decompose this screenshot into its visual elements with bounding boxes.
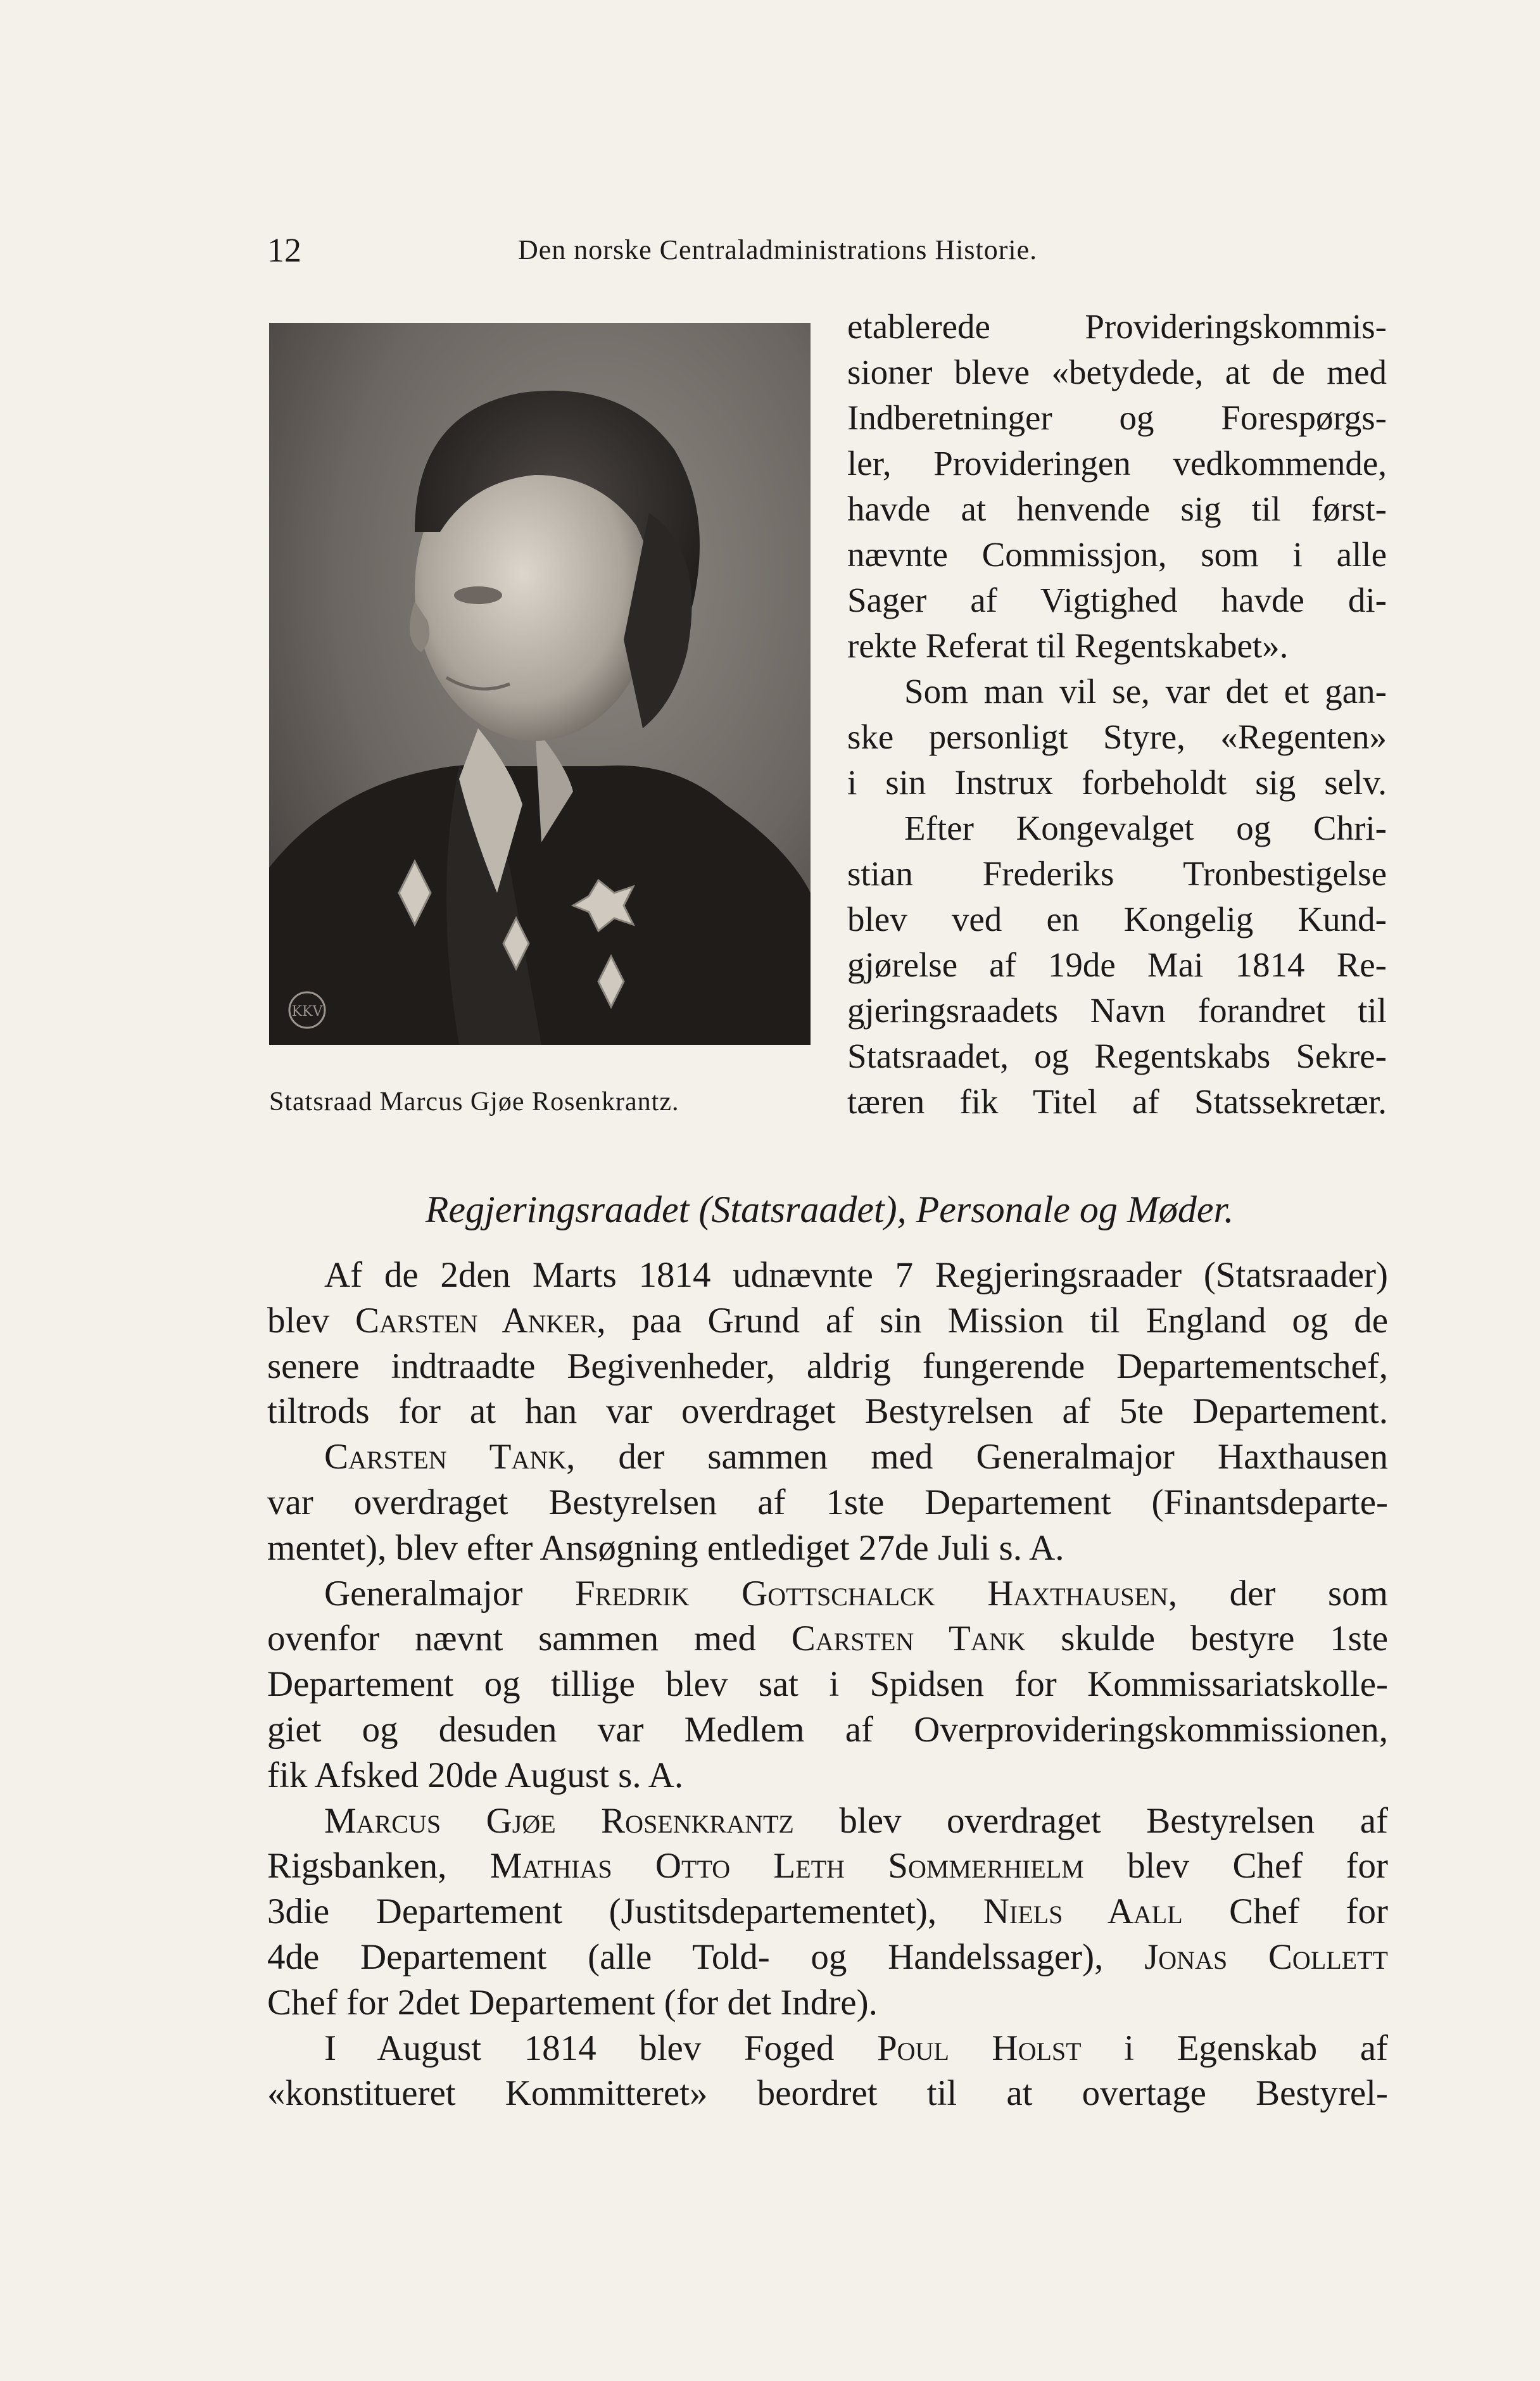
side-line: havde at henvende sig til først- (847, 489, 1387, 528)
body-line: Rigsbanken, Mathias Otto Leth Sommerhielm blev Chef for (267, 1846, 1388, 1886)
section-heading: Regjeringsraadet (Statsraadet), Personale og Møder. (425, 1189, 1234, 1230)
side-line: gjørelse af 19de Mai 1814 Re- (847, 945, 1387, 984)
body-line: senere indtraadte Begivenheder, aldrig fungerende Departementschef, (267, 1346, 1388, 1386)
body-line: «konstitueret Kommitteret» beordret til at overtage Bestyrel- (267, 2073, 1388, 2114)
person-name: Poul Holst (876, 2028, 1082, 2068)
side-line: i sin Instrux forbeholdt sig selv. (847, 763, 1387, 802)
body-line: Af de 2den Marts 1814 udnævnte 7 Regjeringsraader (Statsraader) (324, 1255, 1388, 1295)
side-line: ske personligt Styre, «Regenten» (847, 717, 1387, 756)
page-number: 12 (267, 231, 301, 269)
person-name: Marcus Gjøe Rosenkrantz (324, 1800, 794, 1841)
side-line: Sager af Vigtighed havde di- (847, 581, 1387, 619)
side-line: nævnte Commissjon, som i alle (847, 535, 1387, 574)
body-line: ovenfor nævnt sammen med Carsten Tank skulde bestyre 1ste (267, 1619, 1388, 1659)
running-title: Den norske Centraladministrations Historie. (518, 234, 1038, 265)
side-line: rekte Referat til Regentskabet». (847, 626, 1289, 665)
body-line: 3die Departement (Justitsdepartementet), Niels Aall Chef for (267, 1892, 1388, 1932)
person-name: Carsten Tank (324, 1437, 567, 1477)
body-line: 4de Departement (alle Told- og Handelssager), Jonas Collett (267, 1936, 1388, 1977)
body-line: Chef for 2det Departement (for det Indre). (267, 1982, 878, 2023)
body-line: I August 1814 blev Foged Poul Holst i Egenskab af (324, 2028, 1388, 2068)
body-line: Carsten Tank, der sammen med Generalmajor Haxthausen (324, 1437, 1388, 1477)
side-line: Som man vil se, var det et gan- (904, 672, 1387, 711)
body-line: mentet), blev efter Ansøgning entlediget 27de Juli s. A. (267, 1527, 1064, 1568)
side-line: tæren fik Titel af Statssekretær. (847, 1082, 1387, 1121)
person-name: Mathias Otto Leth Sommerhielm (489, 1846, 1084, 1886)
figure-caption: Statsraad Marcus Gjøe Rosenkrantz. (269, 1087, 679, 1116)
side-line: stian Frederiks Tronbestigelse (847, 854, 1387, 893)
side-line: sioner bleve «betydede, at de med (847, 353, 1387, 391)
side-column-text (847, 304, 1387, 1125)
body-line: blev Carsten Anker, paa Grund af sin Mission til England og de (267, 1300, 1388, 1341)
body-line: giet og desuden var Medlem af Overprovideringskommissionen, (267, 1709, 1388, 1750)
side-line: blev ved en Kongelig Kund- (847, 900, 1387, 938)
body-line: Generalmajor Fredrik Gottschalck Haxthausen, der som (324, 1573, 1388, 1614)
body-line: Departement og tillige blev sat i Spidsen for Kommissariatskolle- (267, 1664, 1388, 1705)
portrait-engraving-icon (269, 323, 811, 1045)
person-name: Niels Aall (983, 1892, 1183, 1932)
side-line: etablerede Provideringskommis- (847, 307, 1387, 346)
person-name: Carsten Anker (355, 1300, 597, 1341)
monogram: KKV (291, 1004, 323, 1020)
side-line: Efter Kongevalget og Chri- (904, 809, 1387, 847)
side-line: gjeringsraadets Navn forandret til (847, 991, 1387, 1030)
person-name: Jonas Collett (1144, 1936, 1388, 1977)
body-line: var overdraget Bestyrelsen af 1ste Departement (Finantsdeparte- (267, 1482, 1388, 1522)
side-line: Statsraadet, og Regentskabs Sekre- (847, 1037, 1387, 1075)
side-line: ler, Provideringen vedkommende, (847, 444, 1387, 483)
body-text (267, 1253, 1388, 2116)
portrait-image (269, 323, 811, 1045)
body-line: Marcus Gjøe Rosenkrantz blev overdraget Bestyrelsen af (324, 1800, 1388, 1841)
person-name: Fredrik Gottschalck Haxthausen (574, 1573, 1168, 1614)
body-line: tiltrods for at han var overdraget Bestyrelsen af 5te Departement. (267, 1391, 1388, 1432)
body-line: fik Afsked 20de August s. A. (267, 1755, 684, 1795)
side-line: Indberetninger og Forespørgs- (847, 398, 1387, 437)
person-name: Carsten Tank (791, 1619, 1026, 1659)
running-head (267, 228, 1394, 272)
